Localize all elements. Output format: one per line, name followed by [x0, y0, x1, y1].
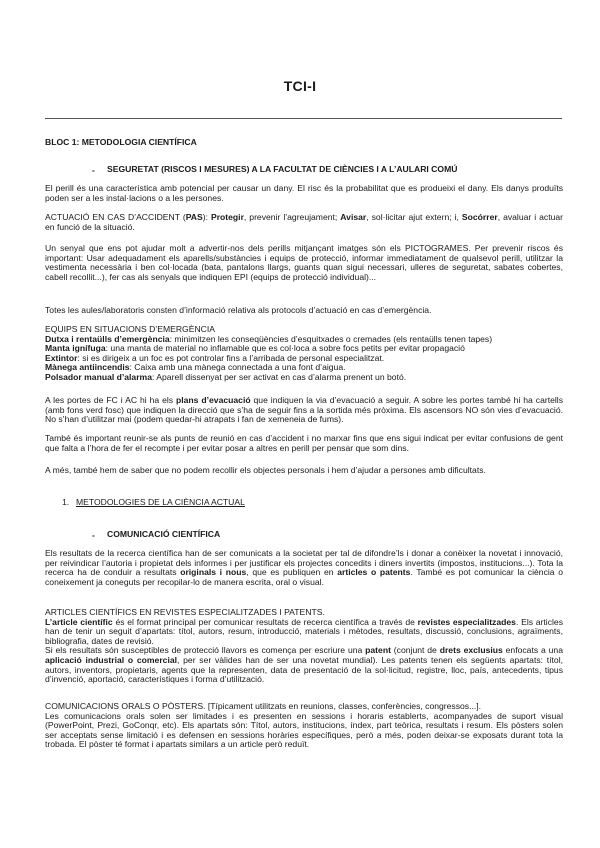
paragraph-aules: Totes les aules/laboratoris consten d’informació relativa als protocols d’actuació en cas d’emergència. [45, 305, 432, 315]
section-number: 1. [62, 497, 70, 507]
bullet-dash: - [92, 165, 95, 175]
equip-item [45, 373, 563, 383]
articles-b-drets: drets exclusius [439, 645, 503, 656]
actuacio-avisar: Avisar [340, 212, 367, 222]
portes-bold: plans d’evacuació [176, 395, 251, 405]
equip-term: Polsador manual d’alarma [45, 371, 152, 382]
actuacio-lead: ACTUACIÓ EN CAS D’ACCIDENT ( [45, 212, 186, 222]
resultats-b2: articles o patents [337, 567, 411, 578]
paragraph-perill: El perill és una característica amb potencial per causar un dany. El risc és la probabilitat que es produeixi el dany. Els danys produïts poden ser a les instal·lacions o a les persones. [45, 183, 563, 203]
equip-desc: : minimitzen les conseqüències d’esquitxades o cremades (els rentaülls tenen tapes) [169, 333, 493, 344]
articles-heading: ARTICLES CIENTÍFICS EN REVISTES ESPECIALITZADES I PATENTS. [45, 607, 325, 617]
actuacio-socorrer: Socórrer [461, 212, 498, 222]
equip-desc: : una manta de material no inflamable que es col·loca a sobre focs petits per evitar propagació [105, 343, 465, 354]
articles-t2: . Els articles han de tenir un seguit d’apartats: títol, autors, resum, introducció, materials i mètodes, resultats, discussió, conclusions, agraïments, bibliografia, dates de revisió. [45, 616, 563, 646]
actuacio-pas: PAS [185, 212, 203, 222]
bullet-dash: - [92, 530, 95, 540]
paragraph-resultats [45, 549, 563, 587]
equips-heading: EQUIPS EN SITUACIONS D’EMERGÈNCIA [45, 324, 215, 334]
resultats-tail: . També es pot comunicar la ciència o coneixement ja coneguts per recopilar-lo de manera escrita, oral o visual. [45, 567, 563, 587]
paragraph-articles [45, 608, 563, 685]
equips-block [45, 325, 563, 383]
paragraph-actuacio [45, 213, 563, 232]
articles-b-aplicacio: aplicació industrial o comercial [45, 654, 178, 665]
bloc-heading: BLOC 1: METODOLOGIA CIENTÍFICA [45, 137, 197, 147]
resultats-b1: originals i nous [180, 567, 247, 578]
articles-t1: és el format principal per comunicar resultats de recerca científica a través de [112, 616, 418, 627]
equip-desc: : Aparell dissenyat per ser activat en cas d’alarma prenent un botó. [151, 371, 407, 382]
paragraph-senyal: Un senyal que ens pot ajudar molt a advertir-nos dels perills mitjançant imatges són els PICTOGRAMES. Per prevenir riscos és important: Usar adequadament els aparells/substàncies i equips de protecció, informar immediatament de qualsevol perill, utilitzar la vestimenta necessària i ben col·locada (bata, pantalons llargs, guants quan sigui necessari, ulleres de seguretat, sabates cobertes, cabell recollit...), fer cas als senyals que indiquen EPI (equips de protecció individual)... [45, 243, 563, 282]
articles-t6: , per ser vàlides han de ser una novetat mundial). Les patents tenen els següents apartats: títol, autors, inventors, propietaris, agents que la representen, data de presentació de la sol·licitud, registre, lloc, país, antecedents, tipus d’invenció, aportació, característiques i forma d’utilització. [45, 654, 563, 685]
equip-term: Dutxa i rentaülls d’emergència [45, 333, 170, 344]
articles-b-patent: patent [365, 645, 391, 656]
paragraph-orals [45, 702, 563, 750]
equip-term: Extintor [45, 352, 78, 363]
equip-term: Mànega antiincendis [45, 362, 130, 373]
equip-desc: : Caixa amb una mànega connectada a una font d’aigua. [129, 362, 346, 373]
resultats-mid: , que es publiquen en [246, 567, 338, 578]
actuacio-tail: , avaluar i actuar en funció de la situació. [45, 212, 564, 232]
actuacio-mid2: , prevenir l’agreujament; [243, 212, 341, 222]
section-comunicacio-heading: COMUNICACIÓ CIENTÍFICA [107, 529, 221, 539]
articles-t5: enfocats a una [502, 645, 563, 656]
actuacio-protegir: Protegir [210, 212, 244, 222]
equip-desc: : si es dirigeix a un foc es pot controlar fins a l’arribada de personal especialitzat. [77, 352, 385, 363]
paragraph-objectes: A més, també hem de saber que no podem recollir els objectes personals i hem d’ajudar a persones amb dificultats. [45, 465, 486, 475]
equip-term: Manta ignífuga [45, 343, 106, 354]
orals-heading: COMUNICACIONS ORALS O PÒSTERS. [Típicament utilitzats en reunions, classes, conferències, congressos...]. [45, 701, 482, 711]
paragraph-reunir: També és important reunir-se als punts de reunió en cas d’accident i no marxar fins que ens sigui indicat per evitar confusions de gent que falta a l’hora de fer el recompte i per evitar posar a altres en perill per pensar que som dins. [45, 433, 563, 453]
section-seguretat-heading: SEGURETAT (RISCOS I MESURES) A LA FACULTAT DE CIÈNCIES I A L’AULARI COMÚ [107, 164, 458, 174]
articles-b-article: L’article científic [45, 616, 113, 627]
actuacio-mid3: , sol·licitar ajut extern; i, [366, 212, 462, 222]
portes-lead: A les portes de FC i AC hi ha els [45, 395, 177, 405]
resultats-lead: Els resultats de la recerca científica han de ser comunicats a la societat per tal de difondre’ls i donar a conèixer la novetat i innovació, per reivindicar l’autoria i propietat dels informes i per justificar els projectes concedits i diners invertits (impostos, institucions...). Tota la recerca ha de conduir a resultats [45, 548, 563, 578]
actuacio-mid1: ): [202, 212, 211, 222]
page-title: TCI-I [283, 78, 317, 94]
paragraph-portes [45, 396, 563, 425]
articles-t4: (conjunt de [390, 645, 440, 656]
title-rule [45, 118, 562, 119]
orals-body: Les comunicacions orals solen ser limitades i es presenten en sessions i horaris establerts, acompanyades de suport visual (PowerPoint, Prezi, GoConqr, etc). Els apartats són: Títol, autors, institucions, índex, part teòrica, resultats i resum. Els pòsters solen ser acceptats sense limitació i es defensen en sessions horàries específiques, però a més, poden deixar-se exposats durant tota la trobada. El pòster té format i apartats similars a un article però reduït. [45, 710, 563, 750]
articles-body-2 [45, 646, 563, 684]
articles-b-revistes: revistes especialitzades [417, 616, 516, 627]
articles-body-1 [45, 618, 563, 647]
section-metodologies-heading: METODOLOGIES DE LA CIÈNCIA ACTUAL [76, 497, 245, 507]
portes-tail: que indiquen la via d’evacuació a seguir. A sobre les portes també hi ha cartells (amb fons verd fosc) que indiquen la direcció que s’ha de seguir fins a la sortida més pròxima. Els ascensors NO són vies d’evacuació. No s’han d’utilitzar mai (podem quedar-hi atrapats i fan de xemeneia de fums). [45, 395, 563, 425]
articles-t3: Si els resultats són susceptibles de protecció llavors es comença per escriure una [45, 645, 366, 656]
